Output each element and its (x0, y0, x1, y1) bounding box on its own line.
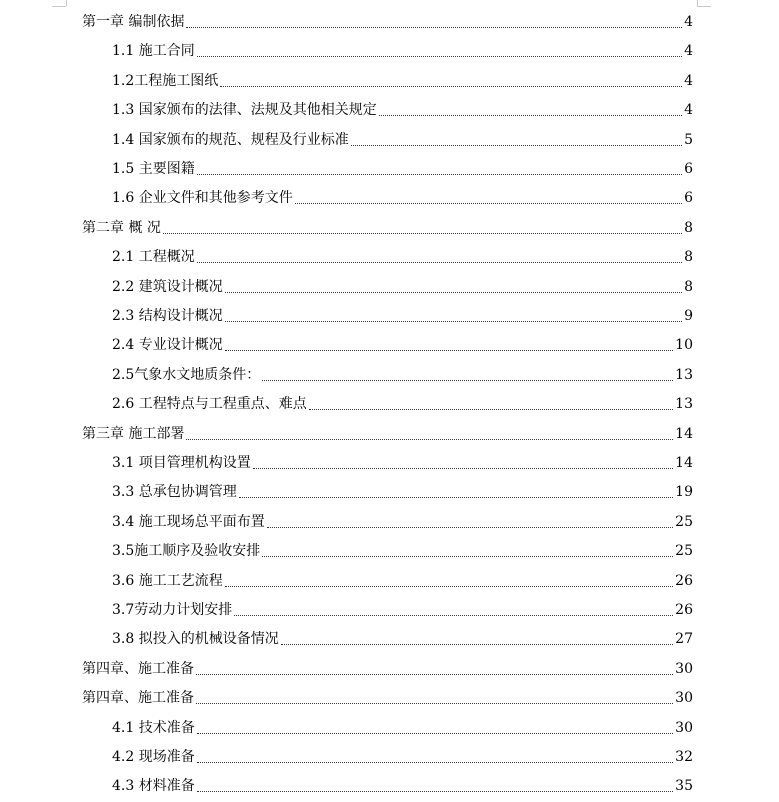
toc-dot-leader (163, 233, 682, 234)
toc-page-number: 4 (684, 102, 693, 119)
toc-page-number: 13 (675, 366, 693, 383)
toc-entry-title: 第一章 编制依据 (82, 14, 185, 30)
toc-dot-leader (295, 203, 682, 204)
toc-entry-title: 第四章、施工准备 (82, 660, 194, 677)
toc-page-number: 19 (675, 484, 693, 501)
toc-dot-leader (186, 439, 673, 440)
toc-section-entry[interactable] (112, 447, 693, 473)
crop-mark-top-left (66, 0, 67, 6)
toc-dot-leader (351, 145, 682, 146)
toc-entry-title: 2.5气象水文地质条件： (112, 366, 261, 383)
toc-section-entry[interactable] (112, 594, 693, 620)
toc-page-number: 35 (675, 778, 693, 795)
toc-page-number: 5 (684, 131, 693, 148)
toc-section-entry[interactable] (112, 359, 693, 385)
toc-section-entry[interactable] (112, 124, 693, 150)
toc-entry-title: 1.2工程施工图纸 (112, 72, 219, 89)
toc-dot-leader (197, 762, 673, 763)
toc-section-entry[interactable] (112, 329, 693, 355)
toc-dot-leader (262, 380, 673, 381)
toc-dot-leader (309, 409, 673, 410)
toc-dot-leader (196, 703, 673, 704)
toc-entry-title: 3.4 施工现场总平面布置 (112, 513, 265, 530)
toc-section-entry[interactable] (112, 300, 693, 326)
toc-dot-leader (234, 615, 673, 616)
toc-dot-leader (281, 644, 673, 645)
toc-page-number: 8 (684, 278, 693, 295)
toc-page-number: 6 (684, 161, 693, 177)
toc-entry-title: 1.3 国家颁布的法律、法规及其他相关规定 (112, 102, 377, 119)
toc-dot-leader (196, 674, 673, 675)
toc-section-entry[interactable] (112, 65, 693, 91)
toc-page-number: 8 (684, 219, 693, 236)
toc-page-number: 9 (684, 308, 693, 324)
toc-section-entry[interactable] (112, 476, 693, 502)
toc-entry-title: 3.5施工顺序及验收安排 (112, 543, 261, 560)
toc-page-number: 14 (675, 425, 693, 442)
toc-section-entry[interactable] (112, 153, 693, 179)
toc-section-entry[interactable] (112, 741, 693, 767)
toc-chapter-entry[interactable] (82, 6, 693, 32)
toc-chapter-entry[interactable] (82, 418, 693, 444)
toc-section-entry[interactable] (112, 241, 693, 267)
toc-section-entry[interactable] (112, 388, 693, 414)
toc-entry-title: 2.1 工程概况 (112, 249, 195, 266)
toc-page-number: 6 (684, 190, 693, 207)
toc-dot-leader (253, 468, 673, 469)
toc-page-number: 30 (675, 719, 693, 736)
toc-page-number: 4 (684, 72, 693, 89)
toc-entry-title: 3.1 项目管理机构设置 (112, 455, 251, 471)
toc-entry-title: 第四章、施工准备 (82, 690, 194, 707)
toc-section-entry[interactable] (112, 35, 693, 61)
toc-dot-leader (186, 27, 682, 28)
toc-section-entry[interactable] (112, 94, 693, 120)
toc-entry-title: 2.3 结构设计概况 (112, 308, 223, 324)
toc-dot-leader (225, 350, 673, 351)
crop-mark-top-left-horizontal (52, 6, 66, 7)
toc-page-number: 10 (675, 337, 693, 354)
toc-page-number: 30 (675, 690, 693, 707)
crop-mark-top-right-horizontal (697, 6, 711, 7)
toc-dot-leader (197, 174, 682, 175)
toc-dot-leader (197, 262, 682, 263)
toc-dot-leader (197, 733, 673, 734)
toc-dot-leader (225, 586, 673, 587)
toc-page-number: 32 (675, 749, 693, 765)
toc-dot-leader (220, 86, 682, 87)
toc-entry-title: 2.4 专业设计概况 (112, 337, 223, 354)
toc-entry-title: 4.3 材料准备 (112, 778, 195, 795)
toc-page-number: 27 (675, 631, 693, 648)
toc-entry-title: 4.1 技术准备 (112, 719, 195, 736)
toc-section-entry[interactable] (112, 506, 693, 532)
toc-page-number: 4 (684, 14, 693, 30)
toc-chapter-entry[interactable] (82, 212, 693, 238)
toc-section-entry[interactable] (112, 623, 693, 649)
toc-section-entry[interactable] (112, 770, 693, 796)
toc-page-number: 4 (684, 43, 693, 60)
toc-entry-title: 2.2 建筑设计概况 (112, 278, 223, 295)
toc-entry-title: 4.2 现场准备 (112, 749, 195, 765)
toc-entry-title: 1.4 国家颁布的规范、规程及行业标准 (112, 131, 349, 148)
toc-entry-title: 1.6 企业文件和其他参考文件 (112, 190, 293, 207)
toc-page-number: 25 (675, 543, 693, 560)
toc-dot-leader (225, 292, 682, 293)
toc-section-entry[interactable] (112, 565, 693, 591)
toc-entry-title: 1.1 施工合同 (112, 43, 195, 60)
toc-entry-title: 1.5 主要图籍 (112, 161, 195, 177)
toc-page-number: 8 (684, 249, 693, 266)
toc-section-entry[interactable] (112, 271, 693, 297)
toc-dot-leader (379, 115, 682, 116)
toc-entry-title: 第三章 施工部署 (82, 425, 185, 442)
toc-section-entry[interactable] (112, 182, 693, 208)
toc-page-number: 26 (675, 572, 693, 589)
toc-page-number: 26 (675, 602, 693, 618)
toc-chapter-entry[interactable] (82, 682, 693, 708)
toc-section-entry[interactable] (112, 535, 693, 561)
toc-section-entry[interactable] (112, 712, 693, 738)
toc-dot-leader (197, 791, 673, 792)
toc-chapter-entry[interactable] (82, 653, 693, 679)
toc-dot-leader (267, 527, 673, 528)
toc-entry-title: 第二章 概 况 (82, 219, 161, 236)
toc-page-number: 14 (675, 455, 693, 471)
toc-dot-leader (262, 556, 673, 557)
toc-entry-title: 2.6 工程特点与工程重点、难点 (112, 396, 307, 413)
toc-dot-leader (225, 321, 682, 322)
toc-page-number: 30 (675, 660, 693, 677)
toc-entry-title: 3.6 施工工艺流程 (112, 572, 223, 589)
toc-page-number: 13 (675, 396, 693, 413)
toc-page-number: 25 (675, 513, 693, 530)
toc-dot-leader (197, 56, 682, 57)
toc-entry-title: 3.8 拟投入的机械设备情况 (112, 631, 279, 648)
toc-entry-title: 3.7劳动力计划安排 (112, 602, 233, 618)
toc-dot-leader (239, 497, 673, 498)
toc-entry-title: 3.3 总承包协调管理 (112, 484, 237, 501)
